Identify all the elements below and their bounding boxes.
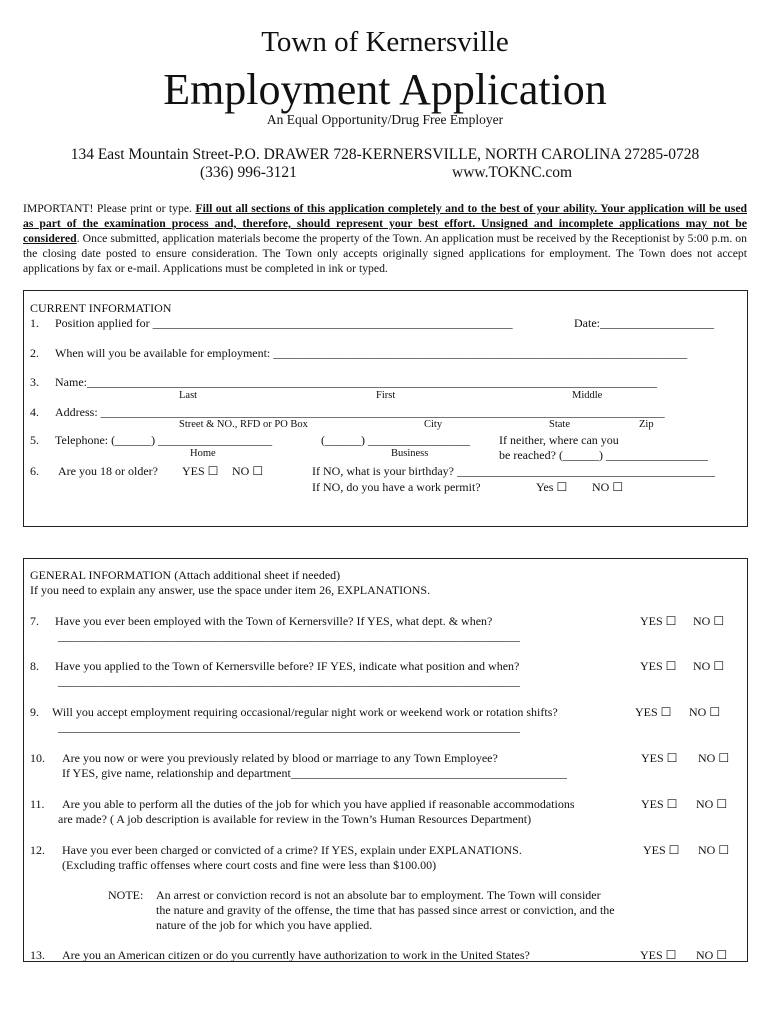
form-title: Employment Application (163, 65, 607, 114)
phone-number: (336) 996-3121 (200, 164, 297, 181)
current-information-heading: CURRENT INFORMATION (30, 301, 172, 315)
q9-no-checkbox[interactable]: NO ☐ (689, 705, 721, 719)
town-name: Town of Kernersville (261, 26, 509, 58)
q7-question: Have you ever been employed with the Town of Kernersville? If YES, what dept. & when? (55, 614, 493, 628)
q6-number: 6. (30, 464, 39, 478)
q12-no-checkbox[interactable]: NO ☐ (698, 843, 730, 857)
q3-number: 3. (30, 375, 39, 389)
note-line-3: nature of the job for which you have applied. (156, 918, 373, 932)
q8-yes-checkbox[interactable]: YES ☐ (640, 659, 677, 673)
q12-yes-checkbox[interactable]: YES ☐ (643, 843, 680, 857)
q10-yes-checkbox[interactable]: YES ☐ (641, 751, 678, 765)
employer-subtitle: An Equal Opportunity/Drug Free Employer (266, 112, 504, 127)
neither-label: If neither, where can you (499, 433, 619, 447)
address-field[interactable]: Address: ______________________________________________________________________________________________ (55, 405, 665, 419)
note-line-2: the nature and gravity of the offense, the time that has passed since arrest or conviction, and the (156, 903, 615, 917)
important-notice (23, 201, 747, 276)
q11-number: 11. (30, 797, 45, 811)
important-lead: IMPORTANT! Please print or type. (23, 202, 196, 215)
q5-number: 5. (30, 433, 39, 447)
business-phone-field[interactable]: (______) _________________ (321, 433, 470, 447)
q9-answer-line[interactable]: _____________________________________________________________________________ (58, 720, 520, 734)
q7-number: 7. (30, 614, 39, 628)
work-permit-yes-checkbox[interactable]: Yes ☐ (536, 480, 568, 494)
age-no-checkbox[interactable]: NO ☐ (232, 464, 264, 478)
business-phone-label: Business (391, 448, 429, 459)
availability-field[interactable]: When will you be available for employment: _____________________________________________________________________ (55, 346, 688, 360)
name-middle-label: Middle (572, 390, 603, 401)
q7-answer-line[interactable]: _____________________________________________________________________________ (58, 629, 520, 643)
q1-number: 1. (30, 316, 39, 330)
q7-no-checkbox[interactable]: NO ☐ (693, 614, 725, 628)
important-bold: Fill out all sections of this application completely and to the best of your ability. Your application will be used as part of the examination process and, therefore, should represent your best effort. Unsigned and incomplete applications may not be considered (23, 202, 748, 245)
q11-yes-checkbox[interactable]: YES ☐ (641, 797, 678, 811)
q10-relation-field[interactable]: If YES, give name, relationship and department______________________________________________ (62, 766, 567, 780)
q11-question: Are you able to perform all the duties of the job for which you have applied if reasonable accommodations (62, 797, 575, 811)
name-first-label: First (376, 390, 396, 401)
q12-number: 12. (30, 843, 45, 857)
age-yes-checkbox[interactable]: YES ☐ (182, 464, 219, 478)
note-line-1: An arrest or conviction record is not an absolute bar to employment. The Town will consider (156, 888, 601, 902)
q8-no-checkbox[interactable]: NO ☐ (693, 659, 725, 673)
q8-number: 8. (30, 659, 39, 673)
q13-question: Are you an American citizen or do you currently have authorization to work in the United States? (62, 948, 530, 962)
address-city-label: City (424, 419, 443, 430)
q12-question-cont: (Excluding traffic offenses where court costs and fine were less than $100.00) (62, 858, 437, 872)
address-zip-label: Zip (639, 419, 654, 430)
q7-yes-checkbox[interactable]: YES ☐ (640, 614, 677, 628)
website-link[interactable]: www.TOKNC.com (452, 164, 573, 181)
name-field[interactable]: Name:_______________________________________________________________________________________________ (55, 375, 657, 389)
birthday-field[interactable]: If NO, what is your birthday? ___________________________________________ (312, 464, 715, 478)
general-information-subheading: If you need to explain any answer, use the space under item 26, EXPLANATIONS. (30, 583, 431, 597)
home-phone-label: Home (190, 448, 216, 459)
address-street-label: Street & NO., RFD or PO Box (179, 419, 308, 430)
general-information-section (23, 558, 748, 962)
work-permit-no-checkbox[interactable]: NO ☐ (592, 480, 624, 494)
mailing-address: 134 East Mountain Street-P.O. DRAWER 728-KERNERSVILLE, NORTH CAROLINA 27285-0728 (70, 146, 700, 163)
q13-yes-checkbox[interactable]: YES ☐ (640, 948, 677, 962)
q8-answer-line[interactable]: _____________________________________________________________________________ (58, 674, 520, 688)
note-label: NOTE: (108, 888, 144, 902)
q13-no-checkbox[interactable]: NO ☐ (696, 948, 728, 962)
q9-question: Will you accept employment requiring occasional/regular night work or weekend work or rotation shifts? (52, 705, 558, 719)
position-applied-field[interactable]: Position applied for ____________________________________________________________ (55, 316, 513, 330)
current-information-section (23, 290, 748, 527)
q9-number: 9. (30, 705, 39, 719)
q9-yes-checkbox[interactable]: YES ☐ (635, 705, 672, 719)
q11-no-checkbox[interactable]: NO ☐ (696, 797, 728, 811)
address-state-label: State (549, 419, 570, 430)
age-question: Are you 18 or older? (58, 464, 158, 478)
q4-number: 4. (30, 405, 39, 419)
q8-question: Have you applied to the Town of Kernersville before? IF YES, indicate what position and when? (55, 659, 520, 673)
date-field[interactable]: Date:___________________ (574, 316, 714, 330)
q12-question: Have you ever been charged or convicted of a crime? If YES, explain under EXPLANATIONS. (62, 843, 522, 857)
q10-no-checkbox[interactable]: NO ☐ (698, 751, 730, 765)
q10-number: 10. (30, 751, 45, 765)
important-rest: . Once submitted, application materials become the property of the Town. An application must be received by the Receptionist by 5:00 p.m. on the closing date posted to ensure consideration. The Town only accepts originally signed applications for employment. The Town does not accept applications by fax or e-mail. Applications must be completed in ink or typed. (23, 232, 747, 275)
q2-number: 2. (30, 346, 39, 360)
reached-phone-field[interactable]: be reached? (______) _________________ (499, 448, 708, 462)
q11-question-cont: are made? ( A job description is available for review in the Town’s Human Resources Department) (58, 812, 532, 826)
work-permit-question: If NO, do you have a work permit? (312, 480, 481, 494)
q10-question: Are you now or were you previously related by blood or marriage to any Town Employee? (62, 751, 498, 765)
general-information-heading: GENERAL INFORMATION (Attach additional sheet if needed) (30, 568, 341, 582)
home-phone-field[interactable]: Telephone: (______) ___________________ (55, 433, 273, 447)
q13-number: 13. (30, 948, 45, 962)
name-last-label: Last (179, 390, 198, 401)
